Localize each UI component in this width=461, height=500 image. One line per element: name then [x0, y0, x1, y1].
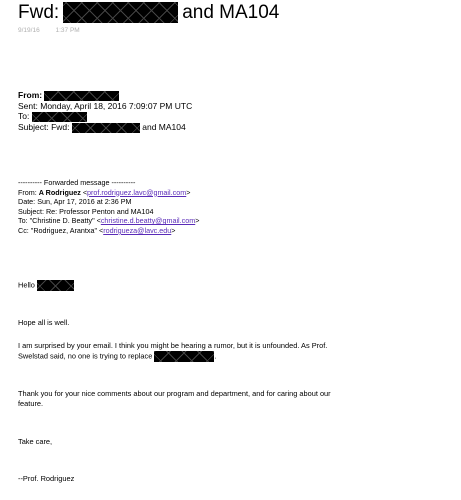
fwd-to-email-link[interactable]: christine.d.beatty@gmail.com: [100, 216, 196, 226]
header-sent-value: Monday, April 18, 2016 7:09:07 PM UTC: [40, 100, 193, 111]
fwd-date-row: [18, 197, 199, 207]
fwd-from-label: From:: [18, 187, 37, 197]
header-subject-prefix: Fwd:: [51, 122, 70, 132]
header-sent-label: Sent:: [18, 100, 38, 111]
header-sent-row: [18, 101, 192, 112]
email-subject-title: [18, 2, 279, 24]
header-subject-suffix: and MA104: [142, 122, 186, 132]
subject-suffix: and MA104: [182, 2, 280, 23]
fwd-subject-row: [18, 207, 199, 217]
para2-line-b: Swelstad said, no one is trying to replace: [18, 351, 153, 361]
body-signature: --Prof. Rodriguez: [18, 474, 75, 483]
message-time: 1:37 PM: [55, 27, 80, 34]
body-paragraph-2: [18, 341, 327, 362]
fwd-from-email-link[interactable]: prof.rodriguez.lavc@gmail.com: [87, 187, 187, 197]
email-header: [18, 90, 192, 133]
fwd-to-row: To: "Christine D. Beatty" <christine.d.beatty@gmail.com>: [18, 216, 200, 226]
fwd-cc-label: Cc:: [18, 225, 29, 235]
body-closing: Take care,: [18, 437, 53, 446]
redaction-block: [72, 123, 140, 133]
fwd-to-label: To:: [18, 216, 28, 226]
forwarded-header: [18, 178, 199, 236]
header-subject-row: [18, 122, 192, 133]
fwd-subject-label: Subject:: [18, 206, 44, 216]
greeting-text: Hello: [18, 280, 35, 290]
header-to-row: [18, 111, 192, 122]
fwd-to-name: "Christine D. Beatty": [29, 216, 95, 226]
fwd-subject-value: Re: Professor Penton and MA104: [45, 206, 154, 216]
fwd-cc-name: "Rodriguez, Arantxa": [30, 225, 98, 235]
header-from-row: [18, 90, 192, 101]
message-date: 9/19/16: [18, 27, 40, 34]
fwd-cc-row: Cc: "Rodriguez, Arantxa" <rodrigueza@lavc.edu>: [18, 225, 176, 235]
para2-end: .: [214, 351, 217, 361]
subject-prefix: Fwd:: [18, 2, 60, 23]
header-to-label: To:: [18, 111, 30, 122]
fwd-from-name: A Rodriguez: [38, 187, 81, 197]
fwd-date-value: Sun, Apr 17, 2016 at 2:36 PM: [37, 197, 132, 207]
body-greeting: [18, 280, 74, 291]
redaction-block: [63, 2, 178, 23]
para2-line-b-row: [18, 351, 327, 362]
redaction-block: [37, 280, 74, 291]
fwd-cc-email-link[interactable]: rodrigueza@lavc.edu: [103, 225, 172, 235]
redaction-block: [154, 351, 217, 362]
header-from-label: From:: [18, 90, 43, 100]
body-paragraph-3: [18, 389, 331, 409]
fwd-from-row: From: A Rodriguez <prof.rodriguez.lavc@gmail.com>: [18, 187, 191, 197]
forwarded-divider: ---------- Forwarded message ----------: [18, 178, 136, 187]
message-meta: [18, 27, 94, 34]
redaction-block: [44, 91, 119, 101]
para3-line-b: feature.: [18, 399, 44, 408]
redaction-block: [32, 112, 87, 122]
para3-line-a: Thank you for your nice comments about our program and department, and for caring about our: [18, 389, 331, 398]
body-line1: Hope all is well.: [18, 318, 70, 327]
para2-line-a: I am surprised by your email. I think you might be hearing a rumor, but it is unfounded. As Prof.: [18, 341, 328, 350]
header-subject-label: Subject:: [18, 122, 49, 132]
fwd-date-label: Date:: [18, 197, 36, 207]
